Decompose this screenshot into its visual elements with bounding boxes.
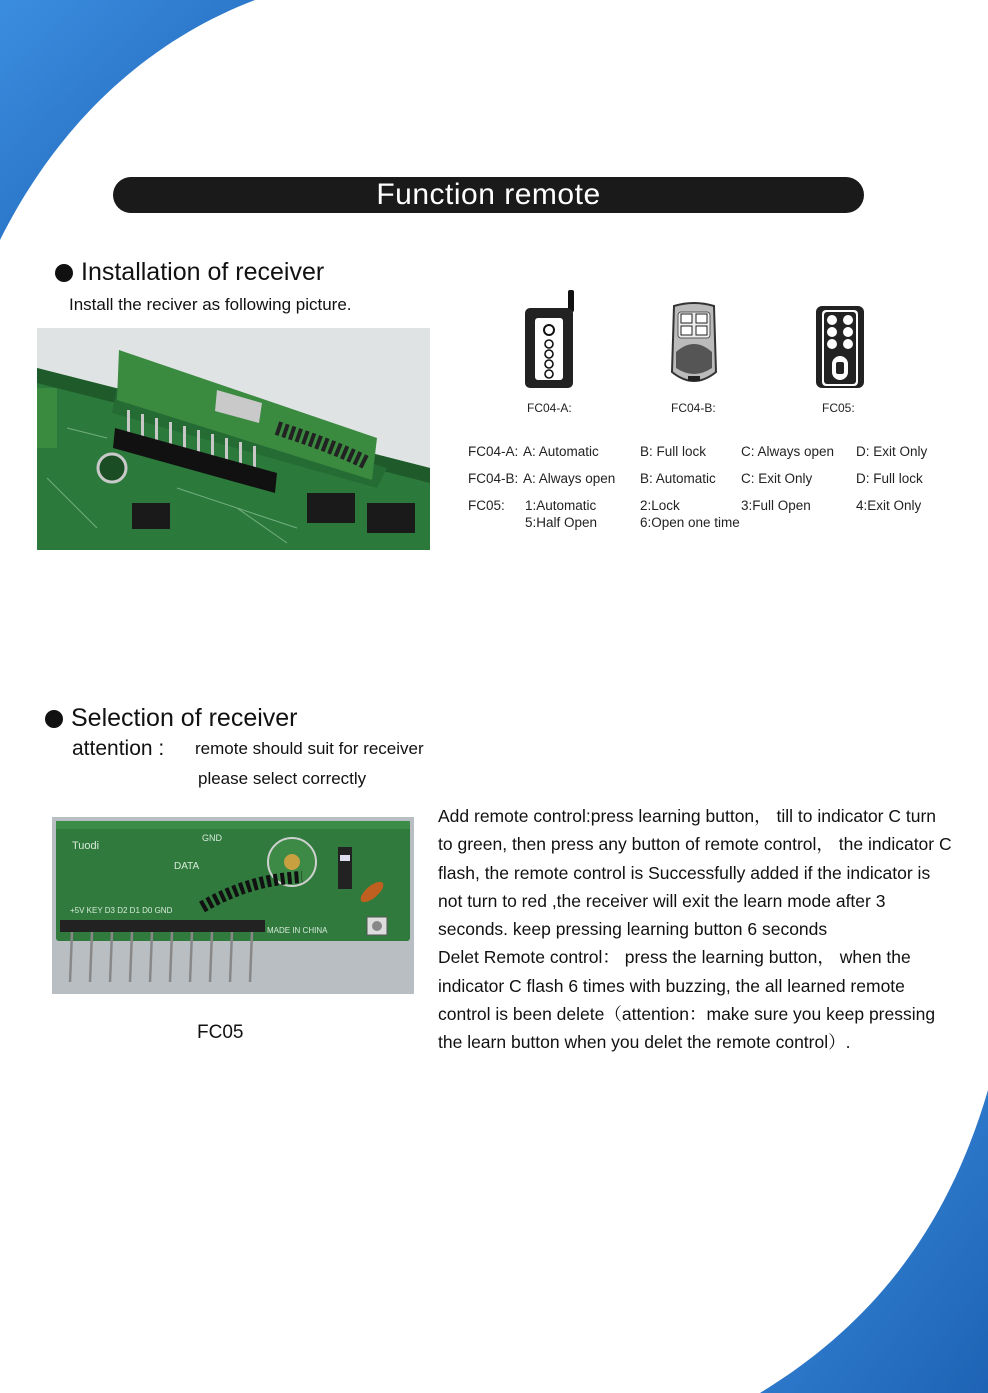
remote-label-fc05: FC05:	[822, 401, 855, 415]
function-row-fc05-extra	[468, 515, 948, 542]
function-table	[468, 444, 948, 542]
function-cell: 1:Automatic	[525, 498, 597, 513]
remote-label-fc04b: FC04-B:	[671, 401, 716, 415]
pcb-brand-text: Tuodi	[72, 840, 100, 852]
selection-heading-text: Selection of receiver	[71, 704, 298, 732]
function-cell: B: Automatic	[640, 471, 716, 486]
four-button-remote-with-antenna-icon	[522, 290, 578, 390]
add-remote-instructions: Add remote control:press learning button， till to indicator C turn to green, then press any button of remote control， the indicator C flash, the remote control is Successfully added if the indicator is not turn to red ,the receiver will exit the learn mode after 3 seconds. keep pressing learning button 6 seconds	[438, 806, 952, 940]
fc05-caption: FC05	[197, 1022, 244, 1043]
function-cell: 6:Open one time	[640, 515, 740, 530]
four-button-car-key-remote-icon	[668, 302, 720, 388]
pcb-data-text: DATA	[174, 861, 200, 872]
function-row-fc04b	[468, 471, 948, 498]
function-cell: 4:Exit Only	[856, 498, 922, 513]
function-cell: C: Always open	[741, 444, 835, 459]
bullet-icon	[45, 710, 63, 728]
attention-line-2: please select correctly	[198, 769, 367, 788]
receiver-installation-photo	[37, 328, 430, 550]
pcb-pins-text: +5V KEY D3 D2 D1 D0 GND	[70, 906, 173, 915]
function-cell: 2:Lock	[640, 498, 680, 513]
function-cell: 3:Full Open	[741, 498, 811, 513]
function-row-fc05	[468, 498, 948, 515]
remote-label-fc04a: FC04-A:	[527, 401, 572, 415]
page-title-banner: Function remote	[113, 177, 864, 213]
fc05-receiver-photo	[52, 817, 414, 994]
function-model: FC04-A:	[468, 444, 519, 459]
function-cell: D: Full lock	[856, 471, 923, 486]
installation-heading	[55, 258, 324, 287]
selection-heading	[45, 704, 298, 733]
function-cell: A: Always open	[523, 471, 616, 486]
function-cell: C: Exit Only	[741, 471, 813, 486]
attention-line-1: remote should suit for receiver	[195, 739, 424, 758]
instructions-text	[438, 802, 954, 1057]
function-cell: B: Full lock	[640, 444, 707, 459]
function-row-fc04a	[468, 444, 948, 471]
attention-label: attention :	[72, 737, 165, 760]
function-model: FC05:	[468, 498, 505, 513]
pcb-made-text: MADE IN CHINA	[267, 926, 328, 935]
installation-subtitle: Install the reciver as following picture.	[69, 295, 352, 314]
function-cell: D: Exit Only	[856, 444, 928, 459]
six-button-keypad-remote-icon	[814, 304, 866, 390]
delete-remote-instructions: Delet Remote control： press the learning button， when the indicator C flash 6 times with buzzing, the all learned remote control is been delete（attention：make sure you keep pressing the learn button when you delet the remote control）.	[438, 947, 936, 1053]
bullet-icon	[55, 264, 73, 282]
pcb-gnd-text: GND	[202, 833, 222, 843]
function-cell: 5:Half Open	[525, 515, 598, 530]
function-cell: A: Automatic	[523, 444, 599, 459]
installation-heading-text: Installation of receiver	[81, 258, 325, 286]
function-model: FC04-B:	[468, 471, 519, 486]
